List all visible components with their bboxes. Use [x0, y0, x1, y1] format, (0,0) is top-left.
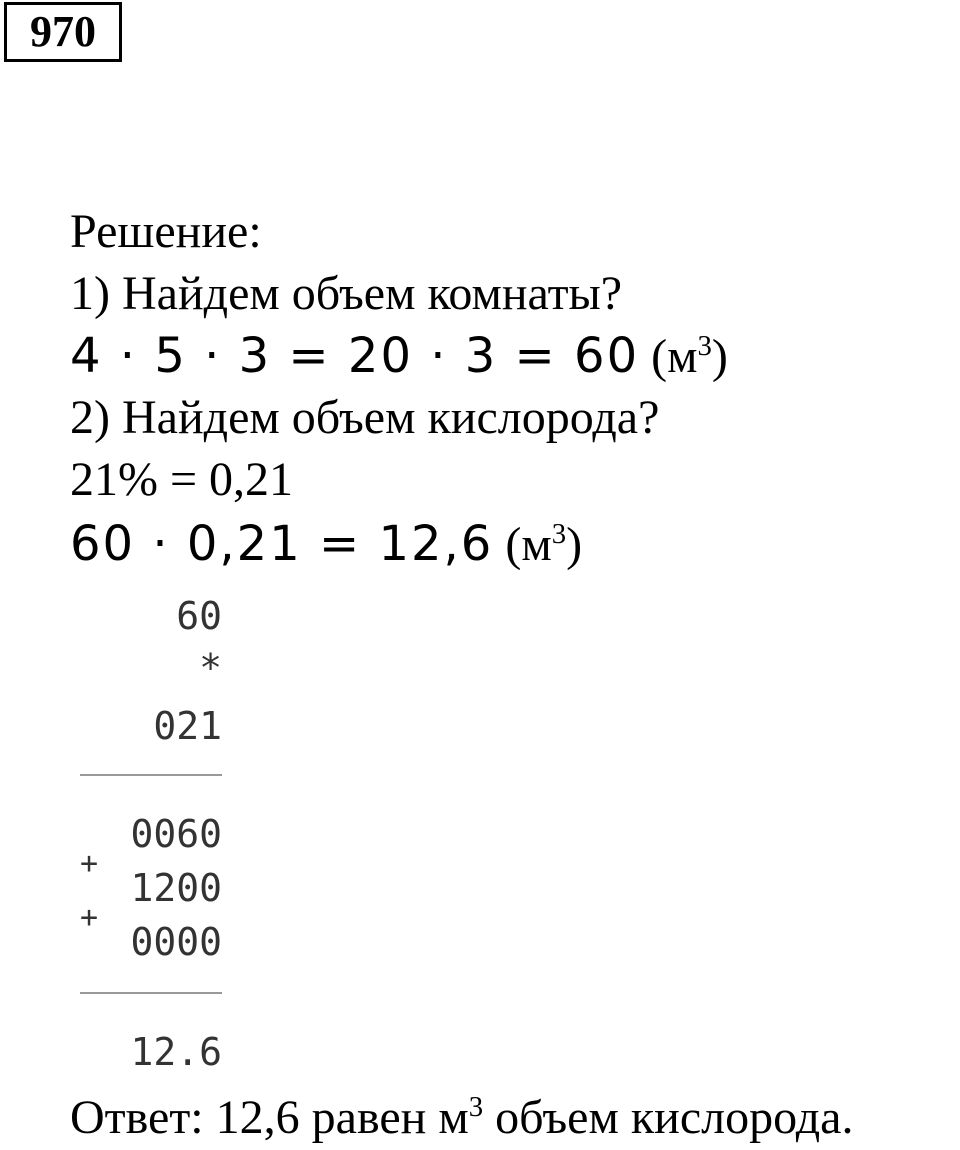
- column-multiplier: 021: [153, 704, 222, 748]
- answer-line: Ответ: 12,6 равен $м^3$ объем кислорода.: [70, 1091, 854, 1144]
- solution-heading: Решение:: [70, 205, 262, 258]
- step1-title: 1) Найдем объем комнаты?: [70, 267, 623, 320]
- column-partial-2: 1200: [130, 866, 222, 910]
- column-plus-1: +: [80, 846, 99, 881]
- column-plus-2: +: [80, 900, 99, 935]
- step2-expression: [70, 516, 582, 573]
- percent-conversion: 21% = 0,21: [70, 453, 294, 506]
- column-multiplicand: 60: [176, 594, 222, 638]
- step1-expression: [70, 328, 728, 385]
- problem-number: 970: [4, 2, 122, 62]
- column-rule-1: [80, 774, 222, 776]
- step2-unit: $(м^3)$: [505, 518, 583, 571]
- step1-expr: 4 · 5 · 3 = 20 · 3 = 60: [70, 328, 640, 384]
- step2-title: 2) Найдем объем кислорода?: [70, 391, 660, 444]
- column-result: 12.6: [130, 1030, 222, 1074]
- step1-unit: $(м^3)$: [651, 330, 728, 383]
- column-partial-1: 0060: [130, 812, 222, 856]
- column-partial-3: 0000: [130, 920, 222, 964]
- step2-expr: 60 · 0,21 = 12,6: [70, 516, 494, 572]
- column-rule-2: [80, 992, 222, 994]
- column-operator: *: [199, 646, 222, 690]
